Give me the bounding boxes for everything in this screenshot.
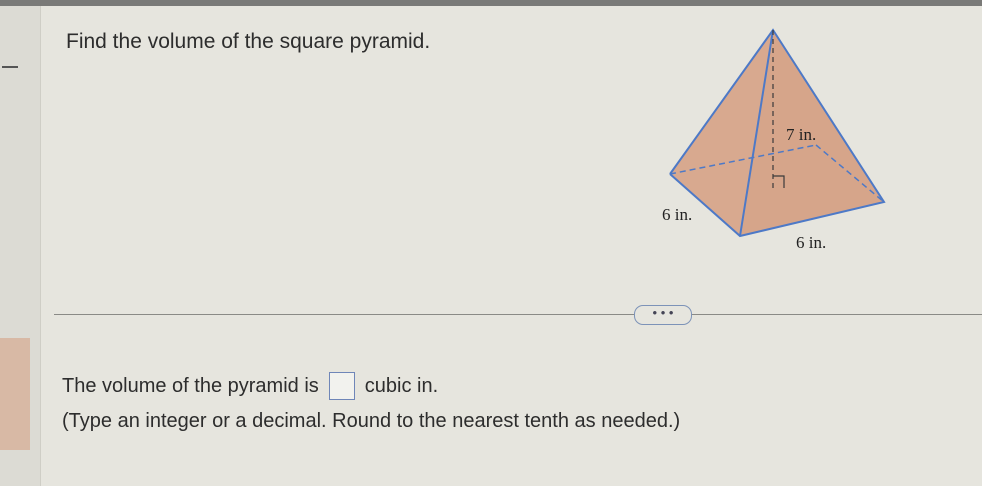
- bottom-side-label: 6 in.: [796, 233, 827, 252]
- gutter-mark: [2, 66, 18, 68]
- answer-line: [62, 372, 438, 400]
- square-pyramid-figure: [640, 22, 900, 262]
- top-bar: [0, 0, 982, 6]
- answer-suffix: cubic in.: [364, 374, 439, 397]
- section-divider: [54, 314, 982, 315]
- height-label: 7 in.: [786, 125, 817, 144]
- expand-more-button[interactable]: • • •: [634, 305, 692, 325]
- answer-prefix: The volume of the pyramid is: [62, 374, 319, 397]
- answer-instruction: (Type an integer or a decimal. Round to the nearest tenth as needed.): [62, 410, 681, 432]
- answer-input[interactable]: [329, 372, 355, 400]
- left-accent: [0, 338, 30, 450]
- left-side-label: 6 in.: [662, 205, 693, 224]
- question-text: Find the volume of the square pyramid.: [66, 30, 431, 53]
